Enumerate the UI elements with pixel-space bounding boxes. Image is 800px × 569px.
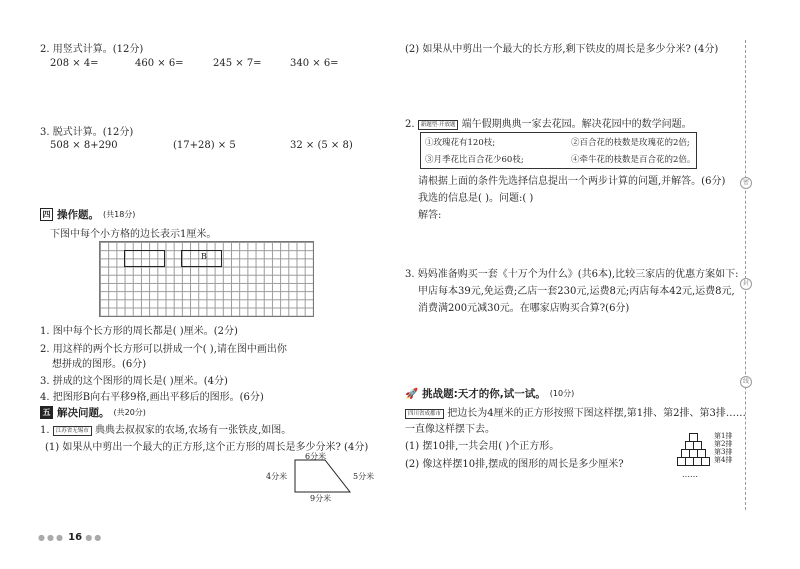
op-q2-cont: 想拼成的图形。(6分) [52,359,147,370]
q3-item-3: 32 × (5 × 8) [290,140,353,151]
challenge-line2: 一直像这样摆下去。 [405,424,495,435]
rectangle-a [124,250,165,267]
pyramid-square [701,457,710,466]
margin-mark-2: 封 [740,278,752,290]
q3-item-1: 508 × 8+290 [50,140,118,151]
section-4-header [40,207,135,222]
challenge-line1 [405,404,746,419]
page-number-footer [38,532,103,543]
margin-mark-3: 线 [740,376,752,388]
problem-1-text: 典典去叔叔家的农场,农场有一张铁皮,如图。 [94,425,292,436]
page-number: 16 [68,532,83,543]
section-4-number: 四 [40,208,53,221]
trapezoid-top-label: 6分米 [305,452,327,461]
problem-2-number: 2. [405,119,415,130]
pyramid-ellipsis: …… [682,470,698,479]
problem-3-line1: 3. 妈妈准备购买一套《十万个为什么》(共6本),比较三家店的优惠方案如下: [405,269,739,280]
row-label-3: 第3排 [714,448,733,456]
problem-2-solution-label: 解答: [418,210,442,221]
trapezoid-shape [295,460,350,492]
q3-item-2: (17+28) × 5 [173,140,236,151]
op-q1: 1. 图中每个长方形的周长都是( )厘米。(2分) [40,326,238,337]
section-4-score: (共18分) [103,210,136,219]
q2-item-2: 460 × 6= [135,58,184,69]
rocket-icon: 🚀 [405,388,419,400]
section-4-intro: 下图中每个小方格的边长表示1厘米。 [50,229,217,240]
row-label-2: 第2排 [714,440,733,448]
info-3: ③月季花比百合花少60枝; [425,155,524,165]
problem-2-answer-line: 我选的信息是( )。问题:( ) [418,193,534,204]
problem-1-sub2: (2) 如果从中剪出一个最大的长方形,剩下铁皮的周长是多少分米? (4分) [405,44,719,55]
op-q4: 4. 把图形B向右平移9格,画出平移后的图形。(6分) [40,392,264,403]
trapezoid-right-label: 5分米 [353,472,375,481]
section-5-title: 解决问题。 [57,407,110,419]
problem-1-number: 1. [40,425,50,436]
challenge-q2: (2) 像这样摆10排,摆成的图形的周长是多少厘米? [405,459,624,470]
section-5-header [40,405,146,420]
trapezoid-left-label: 4分米 [266,472,288,481]
trapezoid-bottom-label: 9分米 [310,494,332,503]
q2-title: 2. 用竖式计算。(12分) [40,44,144,55]
challenge-text: 把边长为4厘米的正方形按照下图这样摆,第1排、第2排、第3排…… [447,408,746,419]
info-1: ①玫瑰花有120枝; [425,138,496,148]
square-pyramid-figure [670,432,750,492]
rectangle-b [181,250,222,267]
op-q3: 3. 拼成的这个图形的周长是( )厘米。(4分) [40,376,228,387]
q2-item-3: 245 × 7= [213,58,262,69]
footer-dots-right: ●● [85,533,104,542]
info-2: ②百合花的枝数是玫瑰花的2倍; [571,138,690,148]
row-label-4: 第4排 [714,456,733,464]
challenge-header [405,386,574,401]
q2-item-4: 340 × 6= [290,58,339,69]
problem-3-line3: 消费满200元减30元。在哪家店购买合算?(6分) [418,303,630,314]
info-4: ④牵牛花的枝数是百合花的2倍。 [571,155,696,165]
problem-1-tag: 江苏省无锡市 [53,426,92,436]
problem-2-text: 端午假期典典一家去花园。解决花园中的数学问题。 [461,119,692,130]
problem-2-line [405,115,692,130]
challenge-q1: (1) 摆10排,一共会用( )个正方形。 [405,441,560,452]
problem-1-sub1: (1) 如果从中剪出一个最大的正方形,这个正方形的周长是多少分米? (4分) [45,442,369,453]
q2-item-1: 208 × 4= [50,58,99,69]
flower-info-box [420,132,697,169]
seal-margin-line [745,40,746,510]
challenge-tag: 四川省成都市 [405,409,444,419]
square-grid [99,241,314,317]
q3-title: 3. 脱式计算。(12分) [40,127,134,138]
challenge-title: 挑战题:天才的你,试一试。 [422,388,546,400]
problem-1-line [40,421,291,436]
section-5-score: (共20分) [113,408,146,417]
problem-3-line2: 甲店每本39元,免运费;乙店一套230元,运费8元;丙店每本42元,运费8元, [418,286,735,297]
section-4-title: 操作题。 [57,209,99,221]
footer-dots-left: ●●● [38,533,65,542]
row-label-1: 第1排 [714,432,733,440]
op-q2: 2. 用这样的两个长方形可以拼成一个( ),请在图中画出你 [40,344,287,355]
challenge-score: (10分) [549,389,575,398]
problem-2-instruction: 请根据上面的条件先选择信息提出一个两步计算的问题,并解答。(6分) [418,176,726,187]
rectangle-b-label: B [201,252,207,261]
problem-2-tag: 新题型·开放题 [418,120,459,130]
margin-mark-1: 密 [740,177,752,189]
section-5-number: 五 [40,406,53,419]
